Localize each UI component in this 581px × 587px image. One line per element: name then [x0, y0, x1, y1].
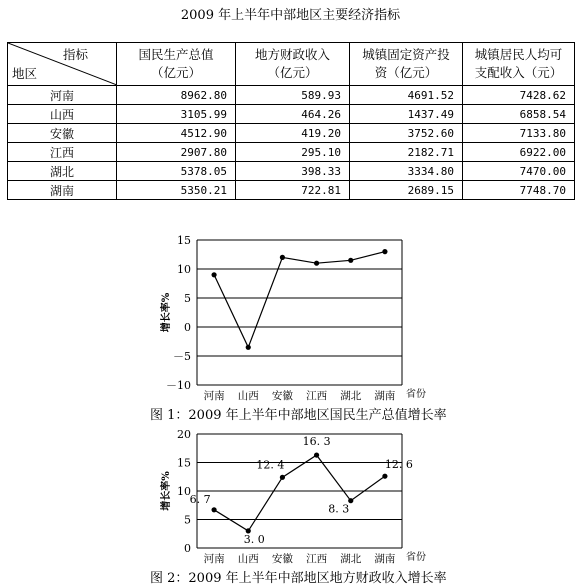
- corner-label-indicator: 指标: [62, 47, 88, 62]
- y-tick-label: 10: [177, 263, 191, 276]
- table-header-row: [8, 43, 575, 86]
- region-cell: 江西: [8, 143, 117, 162]
- data-point: [382, 474, 387, 479]
- value-cell: 589.93: [236, 86, 350, 105]
- value-cell: 3105.99: [117, 105, 236, 124]
- value-cell: 4691.52: [350, 86, 463, 105]
- value-cell: 2182.71: [350, 143, 463, 162]
- value-cell: 1437.49: [350, 105, 463, 124]
- value-cell: 398.33: [236, 162, 350, 181]
- data-point: [211, 272, 216, 277]
- x-tick-label: 河南: [203, 390, 225, 402]
- y-tick-label: 5: [184, 292, 191, 305]
- column-header: 城镇固定资产投 资（亿元）: [350, 43, 463, 86]
- y-tick-label: －5: [173, 350, 191, 363]
- value-cell: 464.26: [236, 105, 350, 124]
- x-tick-label: 安徽: [271, 553, 293, 565]
- x-tick-label: 江西: [306, 390, 328, 402]
- table-row: [8, 162, 575, 181]
- data-point: [280, 255, 285, 260]
- column-header: 地方财政收入 （亿元）: [236, 43, 350, 86]
- value-cell: 6858.54: [463, 105, 575, 124]
- y-tick-label: 0: [184, 321, 191, 334]
- region-cell: 湖北: [8, 162, 117, 181]
- y-tick-label: 15: [177, 234, 191, 247]
- region-cell: 湖南: [8, 181, 117, 200]
- data-point: [314, 452, 319, 457]
- value-cell: 5350.21: [117, 181, 236, 200]
- data-label: 12. 4: [256, 458, 285, 472]
- region-cell: 河南: [8, 86, 117, 105]
- fiscal-revenue-growth-line-chart: [0, 426, 581, 566]
- value-cell: 2689.15: [350, 181, 463, 200]
- gdp-growth-line-chart: [0, 228, 581, 403]
- data-point: [280, 475, 285, 480]
- value-cell: 5378.05: [117, 162, 236, 181]
- x-tick-label: 江西: [306, 553, 328, 565]
- value-cell: 3752.60: [350, 124, 463, 143]
- data-label: 12. 6: [384, 458, 413, 472]
- x-tick-label: 湖北: [340, 390, 362, 402]
- table-row: [8, 181, 575, 200]
- chart2-caption: 图 2：2009 年上半年中部地区地方财政收入增长率: [150, 571, 447, 586]
- data-label: 8. 3: [328, 502, 350, 516]
- value-cell: 4512.90: [117, 124, 236, 143]
- y-tick-label: 20: [177, 428, 191, 441]
- y-tick-label: 10: [177, 485, 191, 498]
- chart1-caption: 图 1：2009 年上半年中部地区国民生产总值增长率: [150, 408, 447, 423]
- y-axis-label: 增长率%: [161, 292, 172, 333]
- value-cell: 722.81: [236, 181, 350, 200]
- column-header: 国民生产总值 （亿元）: [117, 43, 236, 86]
- value-cell: 8962.80: [117, 86, 236, 105]
- value-cell: 295.10: [236, 143, 350, 162]
- x-tick-label: 山西: [237, 553, 259, 565]
- value-cell: 419.20: [236, 124, 350, 143]
- column-header: 城镇居民人均可 支配收入（元）: [463, 43, 575, 86]
- data-point: [211, 507, 216, 512]
- x-axis-label: 省份: [406, 389, 426, 400]
- value-cell: 7133.80: [463, 124, 575, 143]
- table-row: [8, 124, 575, 143]
- value-cell: 2907.80: [117, 143, 236, 162]
- table-row: [8, 86, 575, 105]
- table-row: [8, 143, 575, 162]
- y-axis-label: 增长率%: [161, 471, 172, 511]
- data-point: [348, 258, 353, 263]
- corner-label-region: 地区: [12, 66, 38, 81]
- value-cell: 6922.00: [463, 143, 575, 162]
- series-line: [214, 252, 385, 348]
- data-point: [246, 345, 251, 350]
- x-tick-label: 河南: [203, 553, 225, 565]
- data-label: 6. 7: [189, 492, 211, 506]
- x-tick-label: 湖南: [374, 390, 396, 402]
- y-tick-label: 15: [177, 456, 191, 470]
- data-point: [382, 249, 387, 254]
- table-corner-cell: [8, 43, 117, 86]
- economic-indicators-table: [7, 42, 575, 200]
- value-cell: 3334.80: [350, 162, 463, 181]
- x-tick-label: 山西: [237, 390, 259, 402]
- table-row: [8, 105, 575, 124]
- value-cell: 7470.00: [463, 162, 575, 181]
- x-tick-label: 安徽: [271, 390, 293, 402]
- data-point: [314, 261, 319, 266]
- value-cell: 7428.62: [463, 86, 575, 105]
- region-cell: 安徽: [8, 124, 117, 143]
- x-tick-label: 湖北: [340, 553, 362, 565]
- data-label: 16. 3: [302, 435, 331, 449]
- x-tick-label: 湖南: [374, 553, 396, 565]
- y-tick-label: 5: [184, 513, 191, 527]
- y-tick-label: －10: [166, 379, 191, 392]
- x-axis-label: 省份: [406, 552, 426, 563]
- y-tick-label: 0: [184, 542, 191, 555]
- value-cell: 7748.70: [463, 181, 575, 200]
- page-title: 2009 年上半年中部地区主要经济指标: [180, 8, 401, 23]
- region-cell: 山西: [8, 105, 117, 124]
- data-label: 3. 0: [243, 532, 265, 546]
